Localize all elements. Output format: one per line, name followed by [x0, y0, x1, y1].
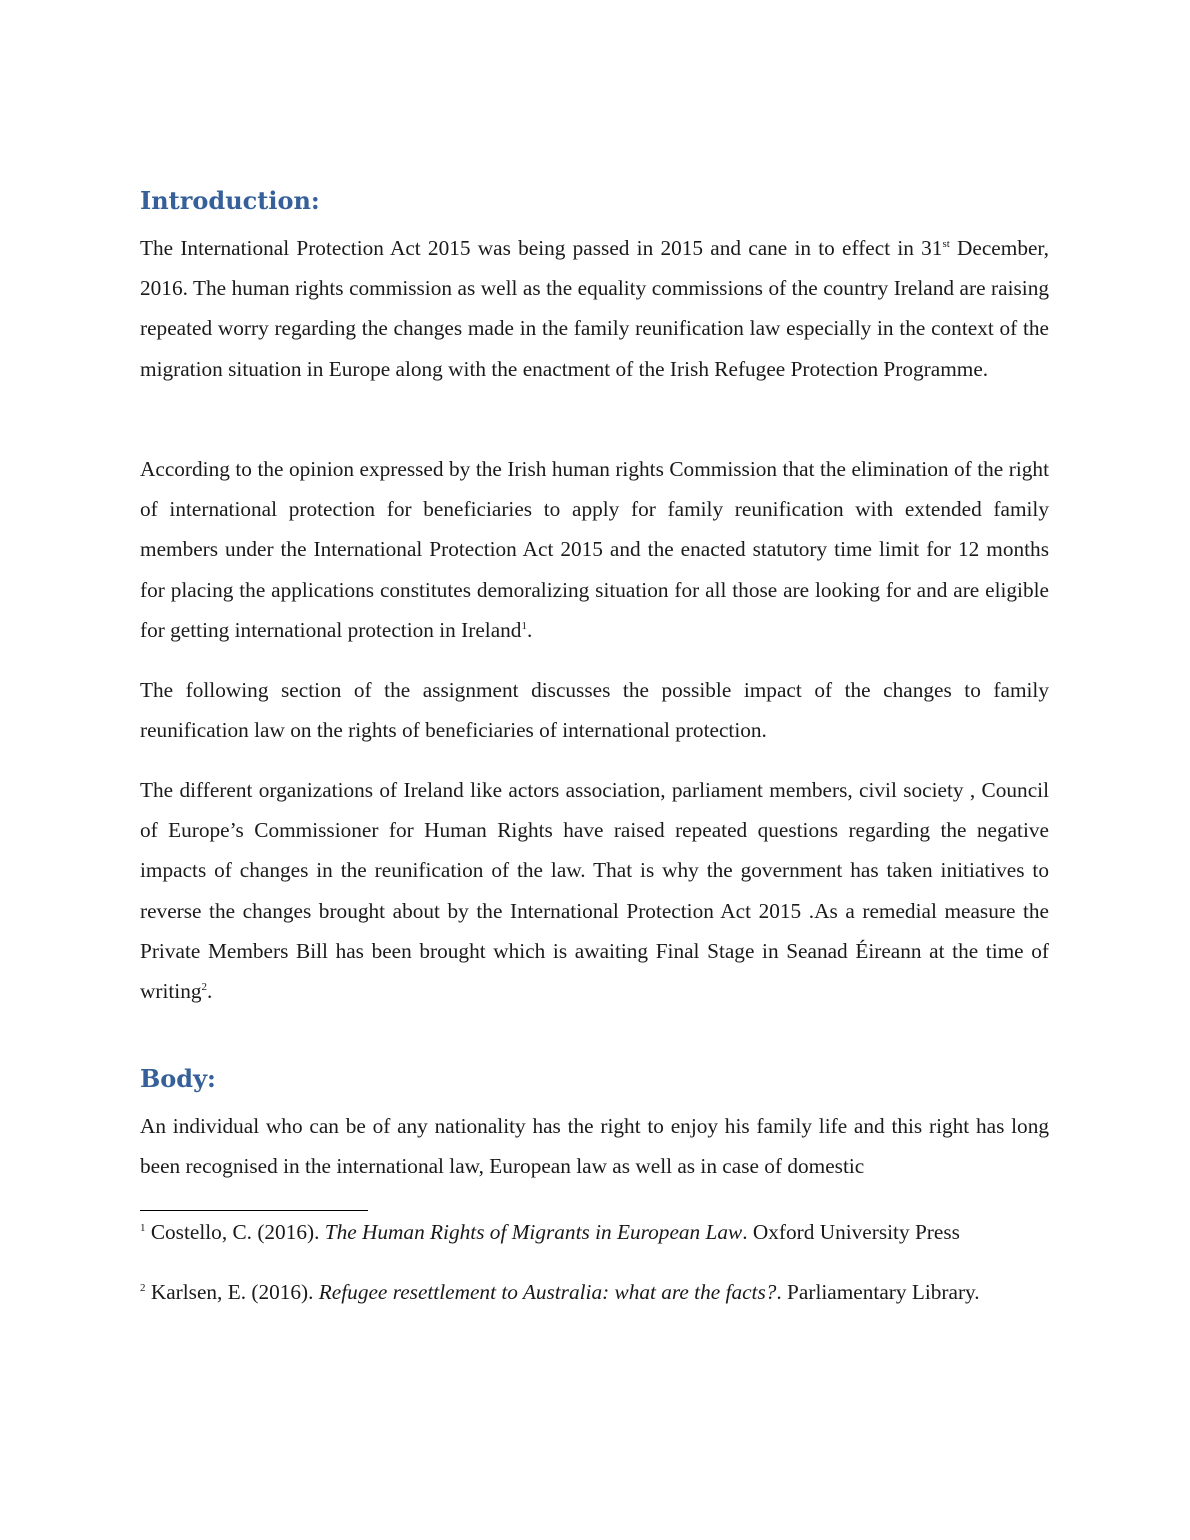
intro-paragraph-2-tail: .: [526, 617, 533, 642]
introduction-heading: Introduction:: [140, 186, 320, 215]
intro-paragraph-3: [140, 670, 1049, 750]
footnote-2-marker: 2: [140, 1281, 146, 1294]
intro-paragraph-4-text: The different organizations of Ireland like actors association, parliament members, civil society , Council of Europe’s Commissioner for Human Rights have raised repeated questions regarding the negative impacts of changes in the reunification of the law. That is why the government has taken initiatives to reverse the changes brought about by the International Protection Act 2015 .As a remedial measure the Private Members Bill has been brought which is awaiting Final Stage in Seanad Éireann at the time of writing: [140, 778, 1049, 1004]
document-page: [140, 0, 1049, 1540]
body-paragraph-1-text: An individual who can be of any nationality has the right to enjoy his family life and this right has long been recognised in the international law, European law as well as in case of domestic: [140, 1114, 1049, 1179]
footnote-1: [140, 1212, 1049, 1252]
intro-paragraph-2-text: According to the opinion expressed by the Irish human rights Commission that the elimination of the right of international protection for beneficiaries to apply for family reunification with extended family members under the International Protection Act 2015 and the enacted statutory time limit for 12 months for placing the applications constitutes demoralizing situation for all those are looking for and are eligible for getting international protection in Ireland: [140, 457, 1049, 642]
intro-paragraph-1-tail: December, 2016. The human rights commission as well as the equality commissions of the country Ireland are raising repeated worry regarding the changes made in the family reunification law especially in the context of the migration situation in Europe along with the enactment of the Irish Refugee Protection Programme.: [140, 236, 1049, 381]
ordinal-suffix: st: [942, 237, 950, 250]
footnote-2-author: Karlsen, E. (2016).: [145, 1280, 319, 1304]
footnote-reference-1[interactable]: 1: [521, 619, 527, 632]
intro-paragraph-1-text: The International Protection Act 2015 was being passed in 2015 and cane in to effect in 31: [140, 236, 943, 260]
footnote-2-publisher: . Parliamentary Library.: [776, 1280, 980, 1304]
footnote-1-author: Costello, C. (2016).: [145, 1220, 325, 1244]
footnote-2: [140, 1272, 1049, 1312]
intro-paragraph-2: [140, 449, 1049, 650]
intro-paragraph-1: [140, 228, 1049, 389]
footnote-separator: [140, 1210, 368, 1211]
intro-paragraph-4: [140, 770, 1049, 1011]
body-heading: Body:: [140, 1064, 216, 1093]
body-paragraph-1: [140, 1106, 1049, 1186]
footnote-reference-2[interactable]: 2: [201, 980, 208, 993]
footnote-1-publisher: . Oxford University Press: [742, 1220, 960, 1244]
intro-paragraph-3-text: The following section of the assignment discusses the possible impact of the changes to family reunification law on the rights of beneficiaries of international protection.: [140, 678, 1049, 743]
footnote-2-title: Refugee resettlement to Australia: what are the facts?: [318, 1280, 777, 1304]
footnote-1-marker: 1: [140, 1221, 146, 1234]
intro-paragraph-4-tail: .: [207, 979, 213, 1004]
footnote-1-title: The Human Rights of Migrants in European Law: [324, 1220, 743, 1244]
